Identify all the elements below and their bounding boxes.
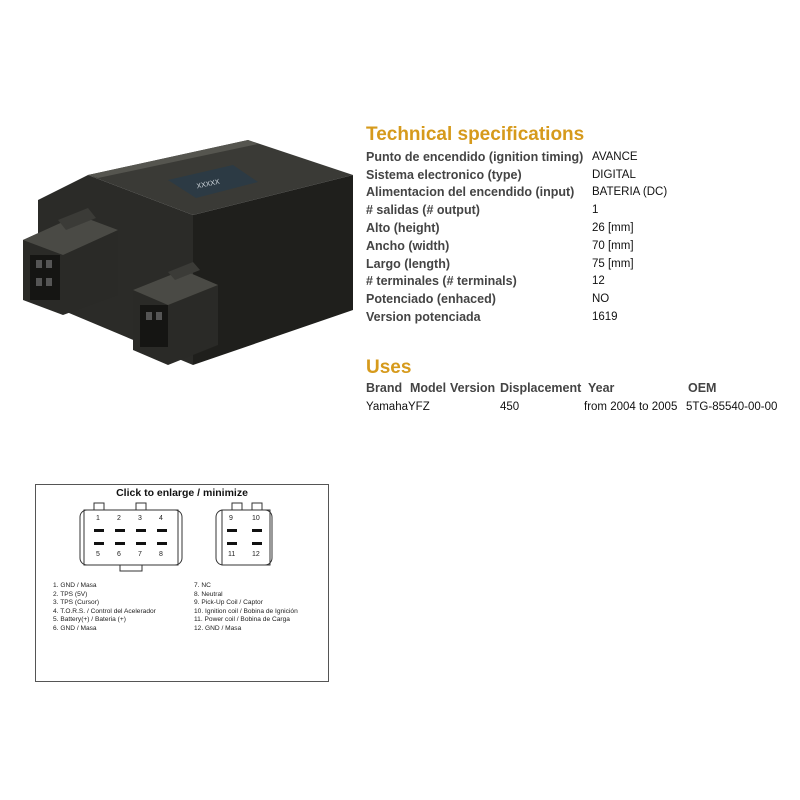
- uses-col-displacement: Displacement: [500, 381, 582, 395]
- legend-item: 4. T.O.R.S. / Control del Acelerador: [53, 607, 156, 615]
- legend-item: 6. GND / Masa: [53, 624, 97, 632]
- tech-specs-table: [366, 148, 786, 326]
- spec-label: Alimentacion del encendido (input): [366, 185, 575, 200]
- tech-specs-title: Technical specifications: [366, 124, 585, 145]
- pin-number: 4: [159, 515, 163, 522]
- pin-number: 5: [96, 551, 100, 558]
- spec-value: DIGITAL: [592, 168, 636, 181]
- legend-item: 8. Neutral: [194, 590, 223, 598]
- pin-number: 7: [138, 551, 142, 558]
- connector-drawing: [36, 485, 328, 581]
- uses-col-version: Version: [450, 381, 496, 395]
- spec-row: [366, 201, 786, 219]
- spec-label: Ancho (width): [366, 238, 450, 253]
- spec-row: [366, 273, 786, 291]
- uses-row: [366, 401, 786, 413]
- spec-value: BATERIA (DC): [592, 186, 668, 199]
- pin-number: 12: [252, 551, 260, 558]
- legend-item: 7. NC: [194, 582, 211, 589]
- legend-item: 3. TPS (Cursor): [53, 599, 100, 607]
- uses-cell-brand: Yamaha: [366, 401, 408, 413]
- pin-number: 1: [96, 515, 100, 522]
- legend-item: 12. GND / Masa: [194, 624, 242, 632]
- spec-value: 1: [592, 204, 599, 217]
- legend-item: 1. GND / Masa: [53, 582, 97, 589]
- spec-row: [366, 166, 786, 184]
- legend-item: 5. Battery(+) / Bateria (+): [53, 616, 126, 624]
- legend-item: 9. Pick-Up Coil / Captor: [194, 599, 263, 607]
- pin-legend-left: [53, 582, 156, 634]
- spec-row: [366, 184, 786, 202]
- spec-row: [366, 308, 786, 326]
- pin-number: 9: [229, 515, 233, 522]
- legend-item: 2. TPS (5V): [53, 590, 88, 598]
- spec-label: Version potenciada: [366, 310, 481, 325]
- spec-label: Sistema electronico (type): [366, 167, 522, 182]
- spec-label: # terminales (# terminals): [366, 274, 517, 289]
- uses-header-row: [366, 381, 768, 395]
- uses-cell-model: YFZ: [408, 401, 430, 413]
- enlarge-toggle[interactable]: Click to enlarge / minimize: [116, 487, 248, 499]
- spec-value: 26 [mm]: [592, 222, 634, 235]
- spec-value: NO: [592, 293, 610, 306]
- spec-value: 12: [592, 275, 605, 288]
- svg-text:XXXXX: XXXXX: [196, 178, 221, 191]
- uses-col-oem: OEM: [688, 381, 717, 395]
- uses-title: Uses: [366, 357, 412, 378]
- spec-label: Punto de encendido (ignition timing): [366, 149, 584, 164]
- legend-item: 11. Power coil / Bobina de Carga: [194, 616, 290, 624]
- pin-number: 2: [117, 515, 121, 522]
- uses-cell-version: [448, 401, 500, 413]
- uses-col-year: Year: [588, 381, 615, 395]
- spec-value: AVANCE: [592, 150, 638, 163]
- uses-cell-oem: 5TG-85540-00-00: [686, 401, 778, 413]
- spec-label: Potenciado (enhaced): [366, 292, 496, 307]
- uses-cell-year: from 2004 to 2005: [584, 401, 678, 413]
- spec-row: [366, 290, 786, 308]
- uses-col-model: Model: [410, 381, 447, 395]
- legend-item: 10. Ignition coil / Bobina de Ignición: [194, 607, 298, 615]
- spec-label: Largo (length): [366, 256, 451, 271]
- spec-row: [366, 148, 786, 166]
- pin-number: 11: [228, 551, 236, 558]
- spec-row: [366, 219, 786, 237]
- spec-value: 1619: [592, 311, 618, 324]
- pin-number: 8: [159, 551, 163, 558]
- pin-legend-right: [194, 582, 298, 634]
- spec-row: [366, 255, 786, 273]
- uses-col-brand: Brand: [366, 381, 403, 395]
- spec-value: 70 [mm]: [592, 239, 634, 252]
- pinout-diagram[interactable]: [35, 484, 329, 682]
- pin-number: 6: [117, 551, 121, 558]
- spec-label: Alto (height): [366, 221, 440, 236]
- pin-number: 10: [252, 515, 260, 522]
- spec-row: [366, 237, 786, 255]
- spec-value: 75 [mm]: [592, 257, 634, 270]
- uses-cell-displacement: 450: [500, 401, 520, 413]
- pin-number: 3: [138, 515, 142, 522]
- cdi-unit-image: [18, 120, 358, 380]
- spec-label: # salidas (# output): [366, 203, 480, 218]
